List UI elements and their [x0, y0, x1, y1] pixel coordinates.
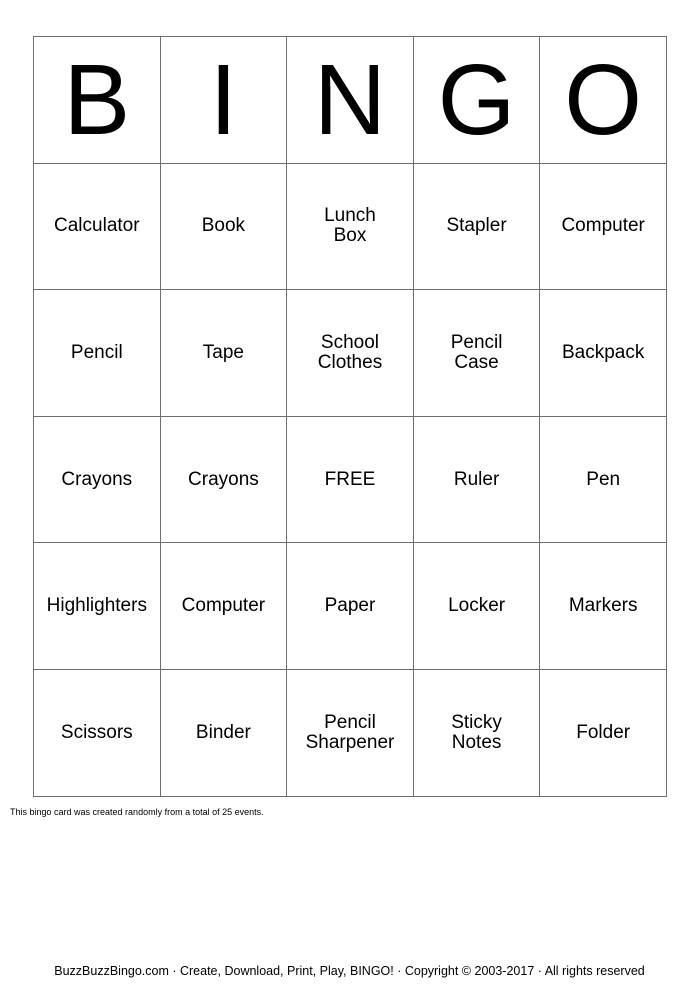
- cell-text: Calculator: [54, 215, 140, 237]
- cell-text: Highlighters: [46, 595, 147, 617]
- bingo-cell[interactable]: [34, 416, 161, 543]
- cell-text: Sticky: [451, 711, 502, 733]
- card-row: [34, 669, 667, 796]
- cell-text: Pencil: [450, 331, 503, 353]
- cell-text: Folder: [576, 721, 631, 743]
- bingo-cell[interactable]: [287, 543, 414, 670]
- header-letter-g: G: [413, 37, 540, 164]
- bingo-cell[interactable]: [160, 416, 287, 543]
- bingo-cell[interactable]: [34, 290, 161, 417]
- cell-text: Locker: [448, 595, 506, 617]
- bingo-cell[interactable]: [287, 669, 414, 796]
- bingo-cell[interactable]: [413, 669, 540, 796]
- bingo-cell[interactable]: [540, 290, 667, 417]
- header-letter-i: I: [160, 37, 287, 164]
- cell-text: Lunch: [324, 205, 376, 227]
- bingo-card-body: [34, 37, 667, 797]
- bingo-cell[interactable]: [413, 543, 540, 670]
- cell-text: Clothes: [317, 351, 383, 373]
- cell-text: Crayons: [188, 468, 259, 490]
- header-row: [34, 37, 667, 164]
- cell-text: Case: [454, 351, 499, 373]
- card-note: This bingo card was created randomly from a total of 25 events.: [10, 807, 264, 817]
- card-row: [34, 416, 667, 543]
- cell-text: Sharpener: [305, 731, 395, 753]
- cell-text: Notes: [451, 731, 502, 753]
- site-footer: BuzzBuzzBingo.com · Create, Download, Print, Play, BINGO! · Copyright © 2003-2017 · All rights reserved: [54, 964, 645, 978]
- bingo-cell[interactable]: [34, 669, 161, 796]
- cell-text: Pencil: [70, 341, 123, 363]
- card-row: [34, 543, 667, 670]
- bingo-cell[interactable]: [413, 416, 540, 543]
- bingo-cell[interactable]: [160, 290, 287, 417]
- cell-text: Pen: [586, 468, 621, 490]
- bingo-cell[interactable]: [160, 543, 287, 670]
- bingo-cell[interactable]: [160, 163, 287, 290]
- cell-text: Crayons: [61, 468, 133, 490]
- free-space-cell[interactable]: [287, 416, 414, 543]
- cell-text: Computer: [181, 595, 266, 617]
- cell-text: Pencil: [324, 711, 376, 733]
- cell-text: Scissors: [60, 721, 133, 743]
- cell-text: Ruler: [453, 468, 500, 490]
- cell-text: Markers: [568, 595, 638, 617]
- bingo-cell[interactable]: [287, 290, 414, 417]
- cell-text: Stapler: [446, 215, 507, 237]
- bingo-card: [33, 36, 667, 797]
- cell-text: Book: [201, 215, 246, 237]
- cell-text: School: [320, 331, 380, 353]
- cell-text: FREE: [324, 468, 376, 490]
- cell-text: Backpack: [561, 341, 645, 363]
- bingo-cell[interactable]: [540, 416, 667, 543]
- cell-text: Tape: [202, 341, 244, 363]
- bingo-cell[interactable]: [34, 543, 161, 670]
- bingo-cell[interactable]: [540, 543, 667, 670]
- card-row: [34, 290, 667, 417]
- bingo-cell[interactable]: [540, 669, 667, 796]
- header-letter-o: O: [540, 37, 667, 164]
- bingo-cell[interactable]: [287, 163, 414, 290]
- bingo-cell[interactable]: [34, 163, 161, 290]
- cell-text: Paper: [324, 595, 376, 617]
- bingo-cell[interactable]: [160, 669, 287, 796]
- bingo-cell[interactable]: [413, 163, 540, 290]
- cell-text: Box: [333, 225, 367, 247]
- cell-text: Computer: [561, 215, 645, 237]
- cell-text: Binder: [195, 721, 251, 743]
- header-letter-b: B: [34, 37, 161, 164]
- bingo-cell[interactable]: [413, 290, 540, 417]
- card-row: [34, 163, 667, 290]
- header-letter-n: N: [287, 37, 414, 164]
- bingo-cell[interactable]: [540, 163, 667, 290]
